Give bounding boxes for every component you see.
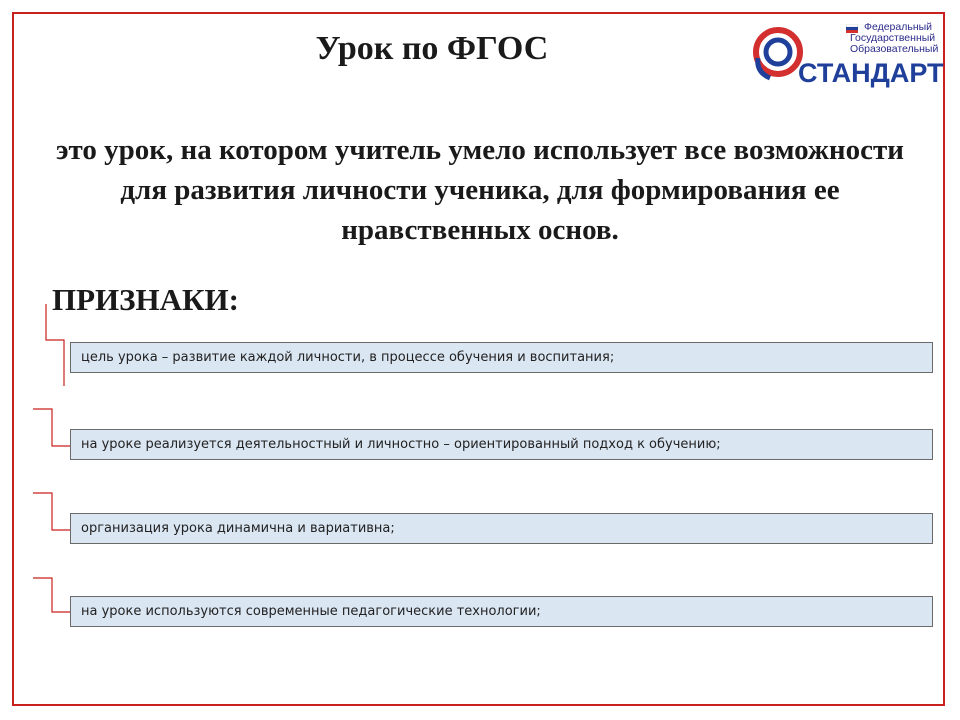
slide-title: Урок по ФГОС	[315, 30, 549, 67]
feature-item-1: цель урока – развитие каждой личности, в процессе обучения и воспитания;	[70, 342, 933, 373]
connector-3	[33, 493, 70, 530]
feature-item-3: организация урока динамична и вариативна;	[70, 513, 933, 544]
feature-item-2: на уроке реализуется деятельностный и личностно – ориентированный подход к обучению;	[70, 429, 933, 460]
connector-1	[46, 304, 64, 386]
logo-wordmark: СТАНДАРТ	[798, 58, 944, 88]
connector-2	[33, 409, 70, 446]
connector-4	[33, 578, 70, 612]
logo-line-2: Государственный	[850, 32, 936, 44]
logo-line-3: Образовательный	[850, 43, 939, 55]
feature-item-4: на уроке используются современные педагогические технологии;	[70, 596, 933, 627]
logo-line-1: Федеральный	[864, 21, 933, 33]
features-heading: ПРИЗНАКИ:	[52, 282, 239, 317]
definition-text: это урок, на котором учитель умело использует все возможности для развития личности ученика, для формирования ее нравственных основ.	[56, 134, 904, 246]
